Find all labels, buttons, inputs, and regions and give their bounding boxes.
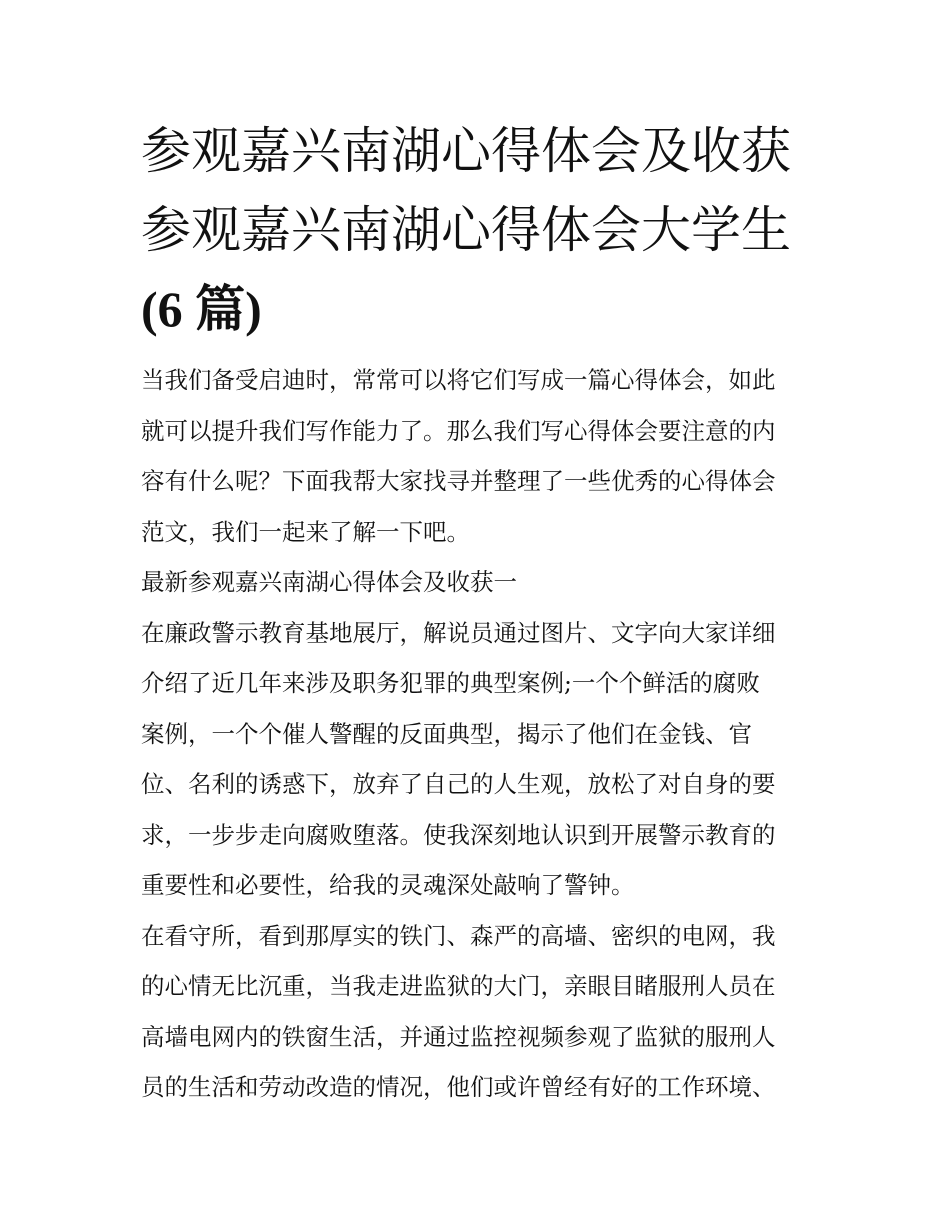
text-line: 在看守所，看到那厚实的铁门、森严的高墙、密织的电网，我 bbox=[141, 921, 776, 950]
body-paragraph bbox=[141, 608, 831, 911]
text-line: 位、名利的诱惑下，放弃了自己的人生观，放松了对自身的要 bbox=[141, 770, 776, 798]
text-line: 求，一步步走向腐败堕落。使我深刻地认识到开展警示教育的 bbox=[141, 820, 776, 849]
text-line: 在廉政警示教育基地展厅，解说员通过图片、文字向大家详细 bbox=[141, 618, 776, 647]
document-body bbox=[141, 355, 831, 1113]
text-line: 就可以提升我们写作能力了。那么我们写心得体会要注意的内 bbox=[141, 416, 776, 445]
text-line: 案例，一个个催人警醒的反面典型，揭示了他们在金钱、官 bbox=[141, 719, 752, 748]
text-line: 容有什么呢？下面我帮大家找寻并整理了一些优秀的心得体会 bbox=[141, 467, 776, 495]
title-line: 参观嘉兴南湖心得体会及收获 bbox=[141, 122, 791, 180]
text-line: 介绍了近几年来涉及职务犯罪的典型案例;一个个鲜活的腐败 bbox=[141, 669, 760, 697]
text-line: 高墙电网内的铁窗生活，并通过监控视频参观了监狱的服刑人 bbox=[141, 1022, 776, 1051]
text-line: 的心情无比沉重，当我走进监狱的大门，亲眼目睹服刑人员在 bbox=[141, 972, 776, 1000]
title-line: 参观嘉兴南湖心得体会大学生 bbox=[141, 201, 791, 259]
body-paragraph bbox=[141, 911, 831, 1113]
text-line: 最新参观嘉兴南湖心得体会及收获一 bbox=[141, 568, 517, 596]
text-line: 当我们备受启迪时，常常可以将它们写成一篇心得体会，如此 bbox=[141, 366, 776, 394]
document-title bbox=[141, 112, 831, 349]
text-line: 员的生活和劳动改造的情况，他们或许曾经有好的工作环境、 bbox=[141, 1073, 776, 1101]
title-line: (6 篇) bbox=[141, 281, 262, 337]
text-line: 范文，我们一起来了解一下吧。 bbox=[141, 517, 470, 546]
section-heading bbox=[141, 557, 831, 608]
text-line: 重要性和必要性，给我的灵魂深处敲响了警钟。 bbox=[141, 871, 635, 899]
intro-paragraph bbox=[141, 355, 831, 557]
